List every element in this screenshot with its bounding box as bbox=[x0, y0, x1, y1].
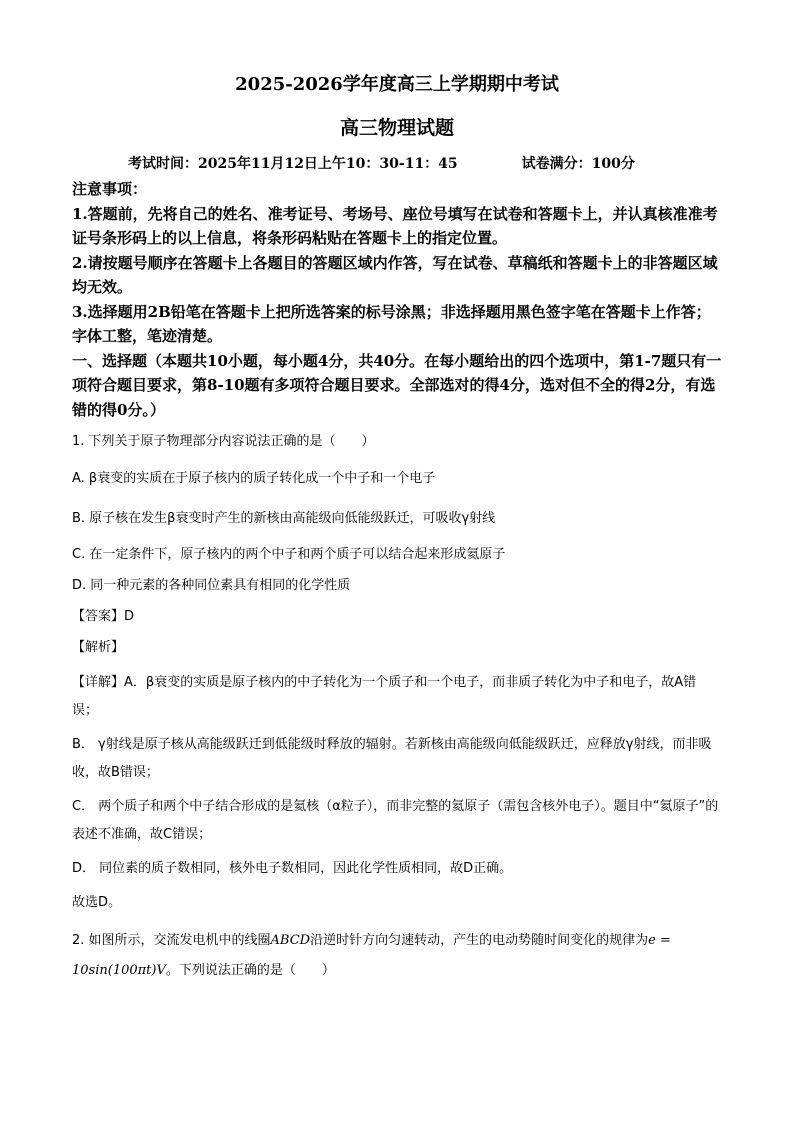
emf-formula: e = 10sin(100πt)V bbox=[72, 933, 671, 978]
exam-subtitle: 高三物理试题 bbox=[339, 117, 454, 139]
question-2-stem-part1: 2. 如图所示，交流发电机中的线圈 bbox=[72, 933, 271, 948]
question-1-detail-d: D． 同位素的质子数相同，核外电子数相同，因此化学性质相同，故D正确。 bbox=[72, 861, 513, 876]
question-1-detail-c: C． 两个质子和两个中子结合形成的是氦核（α粒子），而非完整的氦原子（需包含核外电子）。题目中“氦原子”的表述不准确，故C错误； bbox=[72, 799, 719, 842]
question-1-option-a: A. β衰变的实质在于原子核内的质子转化成一个中子和一个电子 bbox=[72, 471, 436, 486]
question-1-answer: 【答案】D bbox=[72, 609, 135, 624]
exam-title: 2025-2026学年度高三上学期期中考试 bbox=[235, 74, 559, 95]
question-2-stem bbox=[72, 926, 722, 986]
question-2-stem-part3: 。下列说法正确的是（ ） bbox=[165, 963, 335, 978]
question-1-analysis-heading: 【解析】 bbox=[72, 640, 125, 655]
question-1-option-d: D. 同一种元素的各种同位素具有相同的化学性质 bbox=[72, 578, 351, 593]
exam-page bbox=[72, 62, 722, 986]
question-1-conclusion: 故选D。 bbox=[72, 895, 122, 910]
notice-item-3: 3.选择题用2B铅笔在答题卡上把所选答案的标号涂黑；非选择题用黑色签字笔在答题卡上作答；字体工整，笔迹清楚。 bbox=[72, 302, 711, 345]
question-1-stem: 1. 下列关于原子物理部分内容说法正确的是（ ） bbox=[72, 434, 375, 449]
notice-heading: 注意事项： bbox=[72, 180, 148, 198]
coil-label: ABCD bbox=[270, 933, 311, 948]
question-2-stem-part2: 沿逆时针方向匀速转动，产生的电动势随时间变化的规律为 bbox=[310, 933, 649, 948]
question-1-detail-b: B． γ射线是原子核从高能级跃迁到低能级时释放的辐射。若新核由高能级向低能级跃迁，应释放γ射线，而非吸收，故B错误； bbox=[72, 737, 712, 780]
exam-time: 考试时间：2025年11月12日上午10：30-11：45 bbox=[128, 156, 458, 172]
question-1-option-b: B. 原子核在发生β衰变时产生的新核由高能级向低能级跃迁，可吸收γ射线 bbox=[72, 511, 496, 526]
exam-info-line bbox=[72, 153, 722, 173]
section-heading: 一、选择题（本题共10小题，每小题4分，共40分。在每小题给出的四个选项中，第1-7题只有一项符合题目要求，第8-10题有多项符合题目要求。全部选对的得4分，选对但不全的得2分，有选错的得0分。） bbox=[72, 351, 722, 419]
full-score: 试卷满分：100分 bbox=[521, 156, 635, 172]
question-1-detail-a: 【详解】A．β衰变的实质是原子核内的中子转化为一个质子和一个电子，而非质子转化为中子和电子，故A错误； bbox=[72, 675, 697, 718]
notice-item-2: 2.请按题号顺序在答题卡上各题目的答题区域内作答，写在试卷、草稿纸和答题卡上的非答题区域均无效。 bbox=[72, 253, 718, 296]
notice-item-1: 1.答题前，先将自己的姓名、准考证号、考场号、座位号填写在试卷和答题卡上，并认真核准准考证号条形码上的以上信息，将条形码粘贴在答题卡上的指定位置。 bbox=[72, 204, 718, 247]
question-1-option-c: C. 在一定条件下，原子核内的两个中子和两个质子可以结合起来形成氦原子 bbox=[72, 547, 506, 562]
